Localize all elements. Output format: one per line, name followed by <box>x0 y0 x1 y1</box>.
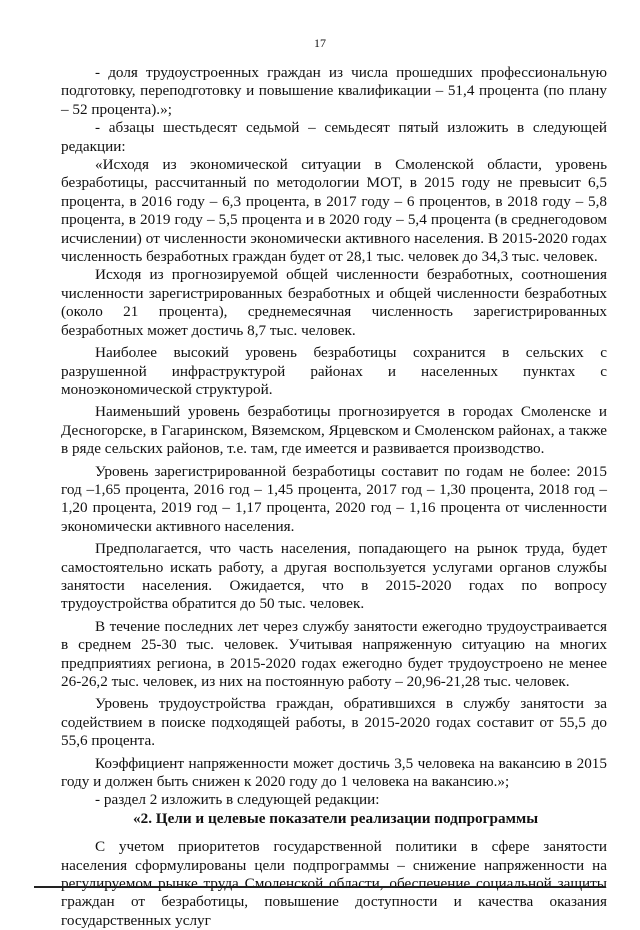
page-number: 17 <box>314 36 326 50</box>
bottom-rule <box>34 886 606 888</box>
paragraph-13: С учетом приоритетов государственной политики в сфере занятости населения сформулированы цели подпрограммы – снижение напряженности на регулируемом рынке труда Смоленской области, обеспечение социальной защиты граждан от безработицы, повышение доступности и качества оказания государственных услуг <box>61 838 607 929</box>
paragraph-10: Уровень трудоустройства граждан, обратившихся в службу занятости за содействием в поиске подходящей работы, в 2015-2020 годах составит от 55,5 до 55,6 процента. <box>61 695 607 750</box>
paragraph-11: Коэффициент напряженности может достичь 3,5 человека на вакансию в 2015 году и должен быть снижен к 2020 году до 1 человека на вакансию.»; <box>61 754 607 791</box>
paragraph-7: Уровень зарегистрированной безработицы составит по годам не более: 2015 год –1,65 процента, 2016 год – 1,45 процента, 2017 год – 1,30 процента, 2018 год – 1,20 процента, 2019 год – 1,17 процента, 2020 год – 1,16 процента от численности экономически активного населения. <box>61 462 607 535</box>
paragraph-1: - доля трудоустроенных граждан из числа прошедших профессиональную подготовку, переподготовку и повышение квалификации – 51,4 процента (по плану – 52 процента).»; <box>61 64 607 118</box>
paragraph-4: Исходя из прогнозируемой общей численности безработных, соотношения численности зарегистрированных безработных и общей численности безработных (около 21 процента), среднемесячная численность зарегистрированных безработных может достичь 8,7 тыс. человек. <box>61 266 607 339</box>
paragraph-9: В течение последних лет через службу занятости ежегодно трудоустраивается в среднем 25-30 тыс. человек. Учитывая напряженную ситуацию на многих предприятиях региона, в 2015-2020 годах ежегодно будет трудоустроено не менее 26-26,2 тыс. человек, из них на постоянную работу – 20,96-21,28 тыс. человек. <box>61 617 607 690</box>
paragraph-6: Наименьший уровень безработицы прогнозируется в городах Смоленске и Десногорске, в Гагаринском, Вяземском, Ярцевском и Смоленском районах, а также в ряде сельских районов, т.е. там, где имеется и развивается производство. <box>61 403 607 458</box>
document-body <box>61 64 607 930</box>
paragraph-12: - раздел 2 изложить в следующей редакции: <box>95 791 380 809</box>
section-heading: «2. Цели и целевые показатели реализации подпрограммы <box>133 809 539 827</box>
paragraph-3: «Исходя из экономической ситуации в Смоленской области, уровень безработицы, рассчитанный по методологии МОТ, в 2015 году не превысит 6,5 процента, в 2016 году – 6,3 процента, в 2017 году – 6 процентов, в 2018 году – 5,8 процента, в 2019 году – 5,5 процента и в 2020 году – 5,4 процента (в среднегодовом исчислении) от численности экономически активного населения. В 2015-2020 годах численность безработных граждан будет от 28,1 тыс. человек до 34,3 тыс. человек. <box>61 156 607 266</box>
paragraph-5: Наиболее высокий уровень безработицы сохранится в сельских с разрушенной инфраструктурой районах и населенных пунктах с моноэкономической структурой. <box>61 344 607 398</box>
paragraph-8: Предполагается, что часть населения, попадающего на рынок труда, будет самостоятельно искать работу, а другая воспользуется услугами органов службы занятости населения. Ожидается, что в 2015-2020 годах по вопросу трудоустройства обратится до 50 тыс. человек. <box>61 540 607 613</box>
paragraph-2: - абзацы шестьдесят седьмой – семьдесят пятый изложить в следующей редакции: <box>61 119 607 155</box>
